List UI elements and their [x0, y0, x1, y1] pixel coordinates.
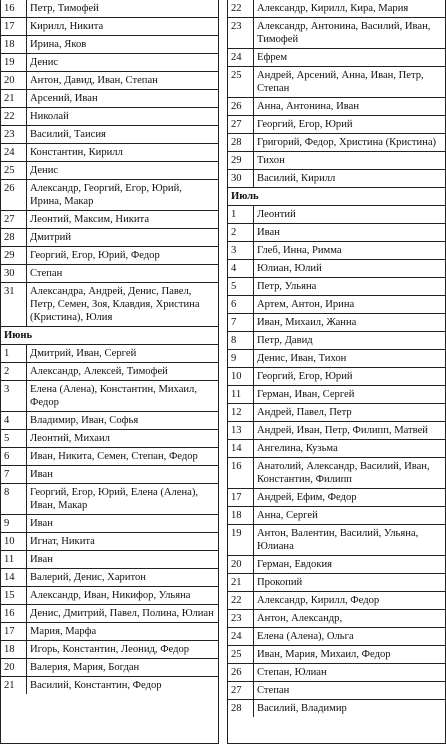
day-number: 17 [1, 623, 27, 640]
day-number: 24 [1, 144, 27, 161]
name-list: Василий, Константин, Федор [30, 680, 162, 691]
table-row [1, 144, 218, 162]
day-number: 29 [228, 152, 254, 169]
table-row [228, 458, 445, 489]
day-number: 14 [1, 569, 27, 586]
day-number: 19 [1, 54, 27, 71]
name-list: Елена (Алена), Ольга [257, 631, 354, 642]
name-list: Леонтий, Максим, Никита [30, 214, 150, 225]
day-number: 16 [228, 458, 254, 488]
day-number: 7 [228, 314, 254, 331]
table-row [1, 533, 218, 551]
name-list: Леонтий [257, 209, 296, 220]
day-number: 20 [1, 659, 27, 676]
table-row [1, 54, 218, 72]
name-list: Иван [257, 227, 280, 238]
table-row [228, 206, 445, 224]
table-row [1, 363, 218, 381]
day-number: 21 [228, 574, 254, 591]
table-row [1, 569, 218, 587]
table-row [1, 18, 218, 36]
table-row [1, 551, 218, 569]
name-list: Андрей, Ефим, Федор [257, 492, 357, 503]
table-row [1, 72, 218, 90]
day-number: 13 [228, 422, 254, 439]
name-list: Антон, Давид, Иван, Степан [30, 75, 158, 86]
day-number: 28 [228, 134, 254, 151]
name-list: Ефрем [257, 52, 288, 63]
name-list: Ангелина, Кузьма [257, 443, 338, 454]
day-number: 8 [1, 484, 27, 514]
day-number: 30 [1, 265, 27, 282]
table-row [228, 224, 445, 242]
name-list: Георгий, Егор, Юрий [257, 371, 353, 382]
table-row [228, 49, 445, 67]
day-number: 17 [1, 18, 27, 35]
table-row [1, 587, 218, 605]
table-row [1, 126, 218, 144]
name-list: Елена (Алена), Константин, Михаил, Федор [30, 384, 197, 408]
name-list: Степан [30, 268, 63, 279]
table-row [228, 489, 445, 507]
day-number: 27 [228, 116, 254, 133]
table-row [228, 152, 445, 170]
day-number: 4 [1, 412, 27, 429]
day-number: 27 [1, 211, 27, 228]
day-number: 11 [228, 386, 254, 403]
table-row [1, 180, 218, 211]
month-header: Июнь [4, 330, 33, 341]
table-row [228, 592, 445, 610]
table-row [228, 440, 445, 458]
name-list: Дмитрий, Иван, Сергей [30, 348, 137, 359]
table-row [1, 430, 218, 448]
day-number: 18 [1, 36, 27, 53]
table-row [228, 507, 445, 525]
name-list: Александр, Антонина, Василий, Иван, Тимофей [257, 21, 431, 45]
day-number: 16 [1, 605, 27, 622]
day-number: 15 [1, 587, 27, 604]
day-number: 1 [228, 206, 254, 223]
table-row [228, 628, 445, 646]
table-row [1, 381, 218, 412]
name-list: Кирилл, Никита [30, 21, 104, 32]
day-number: 22 [228, 0, 254, 17]
day-number: 6 [228, 296, 254, 313]
name-list: Александр, Алексей, Тимофей [30, 366, 168, 377]
table-row [1, 605, 218, 623]
name-list: Дмитрий [30, 232, 71, 243]
name-list: Денис, Иван, Тихон [257, 353, 347, 364]
name-list: Иван, Михаил, Жанна [257, 317, 357, 328]
day-number: 5 [228, 278, 254, 295]
table-row [228, 525, 445, 556]
right-column-table [227, 0, 446, 744]
day-number: 10 [1, 533, 27, 550]
name-list: Анна, Сергей [257, 510, 318, 521]
name-list: Артем, Антон, Ирина [257, 299, 355, 310]
name-list: Владимир, Иван, Софья [30, 415, 139, 426]
day-number: 27 [228, 682, 254, 699]
table-row [1, 108, 218, 126]
table-row [1, 448, 218, 466]
day-number: 5 [1, 430, 27, 447]
name-list: Иван, Мария, Михаил, Федор [257, 649, 391, 660]
day-number: 20 [1, 72, 27, 89]
day-number: 9 [228, 350, 254, 367]
table-row [1, 659, 218, 677]
table-row [1, 265, 218, 283]
day-number: 21 [1, 90, 27, 107]
day-number: 9 [1, 515, 27, 532]
table-row [228, 314, 445, 332]
name-list: Григорий, Федор, Христина (Кристина) [257, 137, 437, 148]
name-list: Герман, Иван, Сергей [257, 389, 355, 400]
day-number: 12 [228, 404, 254, 421]
table-row [1, 412, 218, 430]
name-list: Юлиан, Юлий [257, 263, 322, 274]
name-list: Прокопий [257, 577, 303, 588]
name-list: Анна, Антонина, Иван [257, 101, 359, 112]
day-number: 25 [1, 162, 27, 179]
day-number: 29 [1, 247, 27, 264]
day-number: 23 [228, 610, 254, 627]
day-number: 21 [1, 677, 27, 694]
day-number: 31 [1, 283, 27, 326]
table-row [228, 260, 445, 278]
table-row [1, 90, 218, 108]
name-list: Александра, Андрей, Денис, Павел, Петр, Семен, Зоя, Клавдия, Христина (Кристина), Юлия [30, 286, 200, 323]
table-row [228, 116, 445, 134]
day-number: 22 [1, 108, 27, 125]
name-list: Денис, Дмитрий, Павел, Полина, Юлиан [30, 608, 214, 619]
name-list: Георгий, Егор, Юрий [257, 119, 353, 130]
table-row [228, 556, 445, 574]
day-number: 26 [1, 180, 27, 210]
name-list: Игорь, Константин, Леонид, Федор [30, 644, 190, 655]
name-list: Антон, Александр, [257, 613, 343, 624]
day-number: 30 [228, 170, 254, 187]
day-number: 24 [228, 49, 254, 66]
table-row [228, 67, 445, 98]
day-number: 18 [1, 641, 27, 658]
month-header-row [1, 327, 218, 345]
name-list: Георгий, Егор, Юрий, Елена (Алена), Иван, Макар [30, 487, 199, 511]
name-list: Мария, Марфа [30, 626, 97, 637]
day-number: 28 [228, 700, 254, 717]
name-list: Николай [30, 111, 69, 122]
table-row [228, 332, 445, 350]
day-number: 25 [228, 646, 254, 663]
day-number: 7 [1, 466, 27, 483]
name-list: Иван [30, 469, 53, 480]
day-number: 8 [228, 332, 254, 349]
day-number: 19 [228, 525, 254, 555]
name-list: Денис [30, 165, 59, 176]
name-list: Степан [257, 685, 290, 696]
table-row [1, 162, 218, 180]
table-row [228, 134, 445, 152]
name-list: Петр, Ульяна [257, 281, 317, 292]
day-number: 18 [228, 507, 254, 524]
table-row [1, 0, 218, 18]
table-row [228, 386, 445, 404]
name-list: Иван, Никита, Семен, Степан, Федор [30, 451, 198, 462]
table-row [228, 170, 445, 188]
table-row [228, 296, 445, 314]
name-list: Иван [30, 518, 53, 529]
name-list: Василий, Кирилл [257, 173, 336, 184]
name-list: Леонтий, Михаил [30, 433, 110, 444]
day-number: 3 [1, 381, 27, 411]
name-list: Андрей, Павел, Петр [257, 407, 352, 418]
name-list: Александр, Кирилл, Федор [257, 595, 380, 606]
name-list: Василий, Таисия [30, 129, 106, 140]
name-list: Валерий, Денис, Харитон [30, 572, 146, 583]
name-list: Петр, Тимофей [30, 3, 99, 14]
table-row [228, 350, 445, 368]
table-row [1, 229, 218, 247]
name-list: Петр, Давид [257, 335, 313, 346]
table-row [1, 247, 218, 265]
name-list: Ирина, Яков [30, 39, 87, 50]
table-row [1, 36, 218, 54]
name-list: Александр, Кирилл, Кира, Мария [257, 3, 409, 14]
name-list: Антон, Валентин, Василий, Ульяна, Юлиана [257, 528, 419, 552]
day-number: 26 [228, 98, 254, 115]
month-header: Июль [231, 191, 259, 202]
table-row [1, 515, 218, 533]
table-row [228, 404, 445, 422]
day-number: 26 [228, 664, 254, 681]
name-list: Александр, Иван, Никифор, Ульяна [30, 590, 191, 601]
name-list: Александр, Георгий, Егор, Юрий, Ирина, Макар [30, 183, 182, 207]
left-column-table [0, 0, 219, 744]
name-list: Степан, Юлиан [257, 667, 327, 678]
day-number: 24 [228, 628, 254, 645]
day-number: 3 [228, 242, 254, 259]
table-row [228, 18, 445, 49]
day-number: 23 [1, 126, 27, 143]
table-row [228, 368, 445, 386]
name-list: Иван [30, 554, 53, 565]
table-row [228, 574, 445, 592]
month-header-row [228, 188, 445, 206]
name-list: Игнат, Никита [30, 536, 95, 547]
table-row [228, 0, 445, 18]
day-number: 28 [1, 229, 27, 246]
name-list: Денис [30, 57, 59, 68]
name-list: Арсений, Иван [30, 93, 98, 104]
table-row [228, 682, 445, 700]
day-number: 14 [228, 440, 254, 457]
name-list: Глеб, Инна, Римма [257, 245, 342, 256]
name-list: Герман, Евдокия [257, 559, 333, 570]
name-list: Василий, Владимир [257, 703, 347, 714]
table-row [1, 466, 218, 484]
table-row [1, 641, 218, 659]
day-number: 22 [228, 592, 254, 609]
table-row [228, 98, 445, 116]
day-number: 25 [228, 67, 254, 97]
day-number: 17 [228, 489, 254, 506]
day-number: 1 [1, 345, 27, 362]
table-row [228, 278, 445, 296]
day-number: 4 [228, 260, 254, 277]
name-list: Андрей, Арсений, Анна, Иван, Петр, Степан [257, 70, 424, 94]
day-number: 10 [228, 368, 254, 385]
table-row [1, 677, 218, 694]
name-list: Георгий, Егор, Юрий, Федор [30, 250, 160, 261]
table-row [228, 422, 445, 440]
name-list: Валерия, Мария, Богдан [30, 662, 140, 673]
day-number: 6 [1, 448, 27, 465]
table-row [1, 345, 218, 363]
table-row [1, 283, 218, 327]
name-list: Андрей, Иван, Петр, Филипп, Матвей [257, 425, 428, 436]
name-list: Константин, Кирилл [30, 147, 123, 158]
table-row [228, 664, 445, 682]
day-number: 16 [1, 0, 27, 17]
day-number: 2 [228, 224, 254, 241]
day-number: 23 [228, 18, 254, 48]
table-row [1, 484, 218, 515]
name-list: Анатолий, Александр, Василий, Иван, Константин, Филипп [257, 461, 430, 485]
table-row [228, 242, 445, 260]
table-row [228, 610, 445, 628]
table-row [1, 211, 218, 229]
day-number: 11 [1, 551, 27, 568]
day-number: 20 [228, 556, 254, 573]
day-number: 2 [1, 363, 27, 380]
table-row [1, 623, 218, 641]
name-list: Тихон [257, 155, 285, 166]
table-row [228, 646, 445, 664]
table-row [228, 700, 445, 717]
